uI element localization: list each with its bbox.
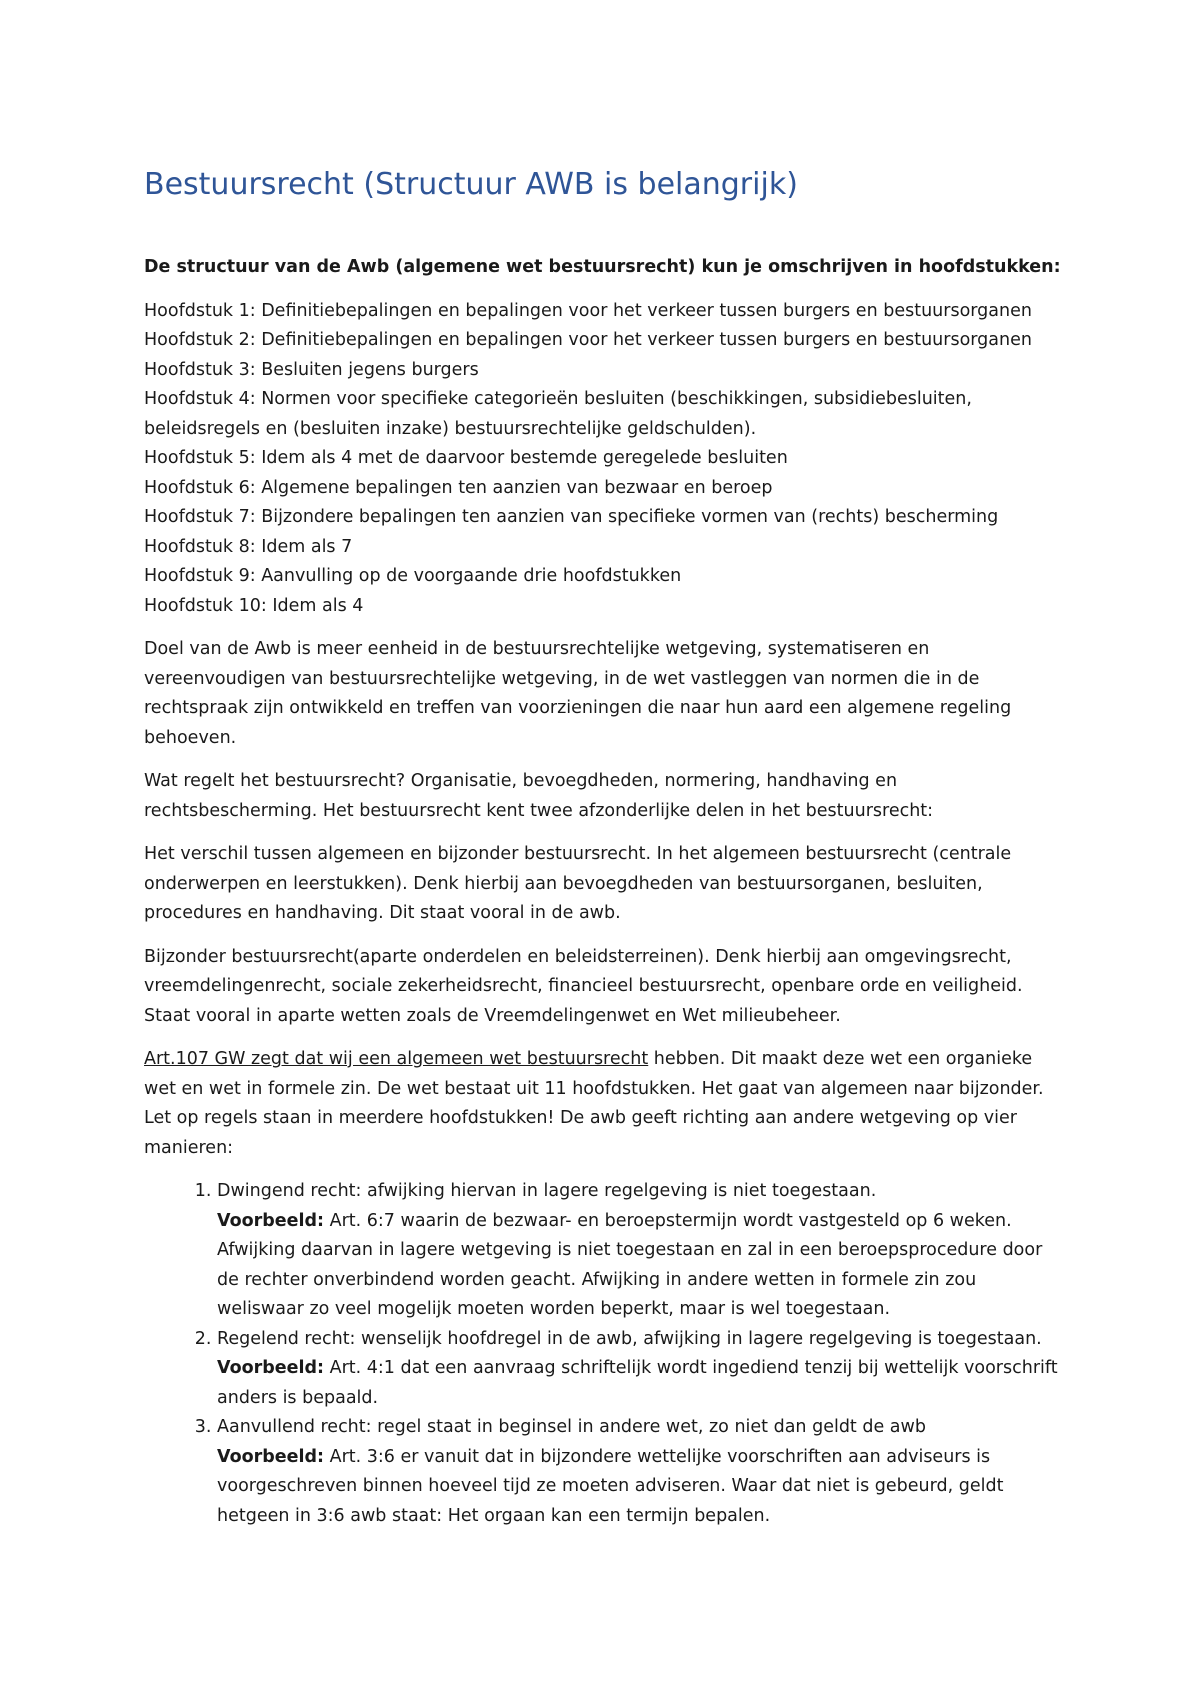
paragraph-doel: Doel van de Awb is meer eenheid in de bestuursrechtelijke wetgeving, systematiseren en vereenvoudigen van bestuursrechtelijke wetgeving, in de wet vastleggen van normen die in de rechtspraak zijn ontwikkeld en treffen van voorzieningen die naar hun aard een algemene regeling behoeven. <box>144 639 1012 748</box>
list-item: Hoofdstuk 10: Idem als 4 <box>144 595 364 616</box>
list-item: 1. Dwingend recht: afwijking hiervan in lagere regelgeving is niet toegestaan. Voorbeeld: Art. 6:7 waarin de bezwaar- en beroepstermijn wordt vastgesteld op 6 weken. Afwijking daarvan in lagere wetgeving is niet toegestaan en zal in een beroepsprocedure door de rechter onverbindend worden geacht. Afwijking in andere wetten in formele zin zou weliswaar zo veel mogelijk moeten worden beperkt, maar is wel toegestaan. <box>217 1177 1064 1325</box>
list-item: Hoofdstuk 2: Definitiebepalingen en bepalingen voor het verkeer tussen burgers en bestuursorganen <box>144 330 1032 350</box>
document-body <box>144 253 1064 1531</box>
ways-list <box>144 1177 1064 1531</box>
example-text: Voorbeeld: Art. 6:7 waarin de bezwaar- en beroepstermijn wordt vastgesteld op 6 weken. Afwijking daarvan in lagere wetgeving is niet toegestaan en zal in een beroepsprocedure door de rechter onverbindend worden geacht. Afwijking in andere wetten in formele zin zou weliswaar zo veel mogelijk moeten worden beperkt, maar is wel toegestaan. <box>217 1210 1043 1319</box>
list-item: 2. Regelend recht: wenselijk hoofdregel in de awb, afwijking in lagere regelgeving is toegestaan. Voorbeeld: Art. 4:1 dat een aanvraag schriftelijk wordt ingediend tenzij bij wettelijk voorschrift anders is bepaald. <box>217 1325 1064 1414</box>
paragraph-art107: Art.107 GW zegt dat wij een algemeen wet bestuursrecht hebben. Dit maakt deze wet een organieke wet en wet in formele zin. De wet bestaat uit 11 hoofdstukken. Het gaat van algemeen naar bijzonder. Let op regels staan in meerdere hoofdstukken! De awb geeft richting aan andere wetgeving op vier manieren: <box>144 1049 1044 1158</box>
list-item: Hoofdstuk 7: Bijzondere bepalingen ten aanzien van specifieke vormen van (rechts) bescherming <box>144 507 999 527</box>
list-item: Hoofdstuk 6: Algemene bepalingen ten aanzien van bezwaar en beroep <box>144 477 773 498</box>
intro-text: De structuur van de Awb (algemene wet bestuursrecht) kun je omschrijven in hoofdstukken: <box>144 257 1061 277</box>
underlined-reference: Art.107 GW zegt dat wij een algemeen wet bestuursrecht <box>144 1049 649 1069</box>
list-item: Hoofdstuk 1: Definitiebepalingen en bepalingen voor het verkeer tussen burgers en bestuursorganen <box>144 300 1032 321</box>
paragraph-regelt: Wat regelt het bestuursrecht? Organisatie, bevoegdheden, normering, handhaving en rechtsbescherming. Het bestuursrecht kent twee afzonderlijke delen in het bestuursrecht: <box>144 771 934 821</box>
paragraph-bijzonder: Bijzonder bestuursrecht(aparte onderdelen en beleidsterreinen). Denk hierbij aan omgevingsrecht, vreemdelingenrecht, sociale zekerheidsrecht, financieel bestuursrecht, openbare orde en veiligheid. Staat vooral in aparte wetten zoals de Vreemdelingenwet en Wet milieubeheer. <box>144 946 1023 1026</box>
list-item: Hoofdstuk 9: Aanvulling op de voorgaande drie hoofdstukken <box>144 566 682 586</box>
example-text: Voorbeeld: Art. 3:6 er vanuit dat in bijzondere wettelijke voorschriften aan adviseurs is voorgeschreven binnen hoeveel tijd ze moeten adviseren. Waar dat niet is gebeurd, geldt hetgeen in 3:6 awb staat: Het orgaan kan een termijn bepalen. <box>217 1446 1004 1526</box>
page-title: Bestuursrecht (Structuur AWB is belangrijk) <box>144 167 798 202</box>
chapter-list <box>144 297 1064 622</box>
list-item: 3. Aanvullend recht: regel staat in beginsel in andere wet, zo niet dan geldt de awb Voorbeeld: Art. 3:6 er vanuit dat in bijzondere wettelijke voorschriften aan adviseurs is voorgeschreven binnen hoeveel tijd ze moeten adviseren. Waar dat niet is gebeurd, geldt hetgeen in 3:6 awb staat: Het orgaan kan een termijn bepalen. <box>217 1413 1064 1531</box>
list-item: Hoofdstuk 3: Besluiten jegens burgers <box>144 359 479 380</box>
paragraph-verschil: Het verschil tussen algemeen en bijzonder bestuursrecht. In het algemeen bestuursrecht (centrale onderwerpen en leerstukken). Denk hierbij aan bevoegdheden van bestuursorganen, besluiten, procedures en handhaving. Dit staat vooral in de awb. <box>144 844 1012 923</box>
list-item: Hoofdstuk 4: Normen voor specifieke categorieën besluiten (beschikkingen, subsidiebesluiten, beleidsregels en (besluiten inzake) bestuursrechtelijke geldschulden). <box>144 389 972 439</box>
list-item: Hoofdstuk 8: Idem als 7 <box>144 536 353 557</box>
example-text: Voorbeeld: Art. 4:1 dat een aanvraag schriftelijk wordt ingediend tenzij bij wettelijk voorschrift anders is bepaald. <box>217 1358 1058 1408</box>
list-item: Hoofdstuk 5: Idem als 4 met de daarvoor bestemde geregelede besluiten <box>144 448 788 468</box>
